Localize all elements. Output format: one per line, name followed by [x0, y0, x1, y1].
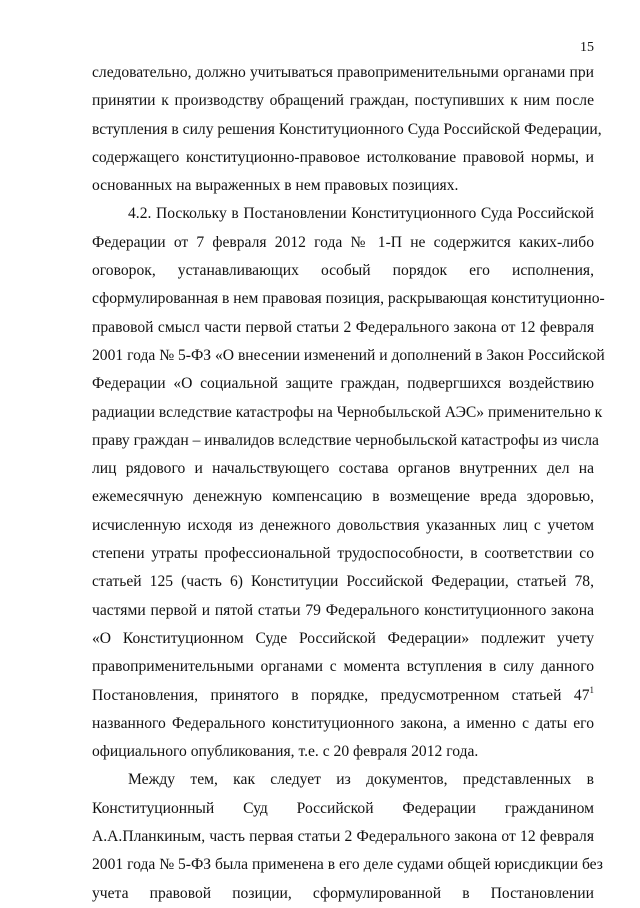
text-line: степени утраты профессиональной трудоспособности, в соответствии со: [92, 545, 594, 563]
text-line: правовой смысл части первой статьи 2 Федерального закона от 12 февраля: [92, 318, 594, 336]
superscript: 1: [589, 684, 594, 695]
text-line: 2001 года № 5-ФЗ «О внесении изменений и дополнений в Закон Российской: [92, 346, 605, 364]
text-line: названного Федерального конституционного закона, а именно с даты его: [92, 714, 594, 732]
text-line: вступления в силу решения Конституционного Суда Российской Федерации,: [92, 120, 602, 138]
text-line: А.А.Планкиным, часть первая статьи 2 Федерального закона от 12 февраля: [92, 828, 594, 846]
text-line: частями первой и пятой статьи 79 Федерального конституционного закона: [92, 601, 594, 619]
text-line: Федерации «О социальной защите граждан, подвергшихся воздействию: [92, 375, 594, 393]
text-line-content: Постановления, принятого в порядке, предусмотренном статьей 47: [92, 686, 590, 704]
text-line: основанных на выраженных в нем правовых позициях.: [92, 177, 459, 195]
text-line: ежемесячную денежную компенсацию в возмещение вреда здоровью,: [92, 488, 594, 506]
text-line: официального опубликования, т.е. с 20 февраля 2012 года.: [92, 743, 479, 761]
text-line: содержащего конституционно-правовое истолкование правовой нормы, и: [92, 148, 594, 166]
text-line: следовательно, должно учитываться правоприменительными органами при: [92, 64, 594, 81]
text-line: Федерации от 7 февраля 2012 года № 1-П не содержится каких-либо: [92, 233, 594, 251]
text-line: правоприменительными органами с момента вступления в силу данного: [92, 658, 594, 676]
text-line: оговорок, устанавливающих особый порядок его исполнения,: [92, 262, 594, 280]
paragraph-start-line: 4.2. Поскольку в Постановлении Конституционного Суда Российской: [128, 205, 594, 223]
page-number: 15: [580, 40, 594, 55]
text-line: сформулированная в нем правовая позиция, раскрывающая конституционно-: [92, 290, 605, 308]
text-line: 2001 года № 5-ФЗ была применена в его деле судами общей юрисдикции без: [92, 856, 603, 874]
text-line: лиц рядового и начальствующего состава органов внутренних дел на: [92, 460, 594, 478]
text-line: радиации вследствие катастрофы на Чернобыльской АЭС» применительно к: [92, 403, 603, 421]
text-line: исчисленную исходя из денежного довольствия указанных лиц с учетом: [92, 516, 594, 534]
text-line: учета правовой позиции, сформулированной в Постановлении: [92, 884, 594, 902]
paragraph-start-line: Между тем, как следует из документов, представленных в: [128, 771, 594, 789]
text-line: «О Конституционном Суде Российской Федерации» подлежит учету: [92, 629, 594, 647]
body-text: [92, 59, 605, 908]
text-line-with-superscript: [92, 682, 594, 710]
text-line: праву граждан – инвалидов вследствие чернобыльской катастрофы из числа: [92, 431, 599, 449]
text-line: статьей 125 (часть 6) Конституции Российской Федерации, статьей 78,: [92, 573, 594, 591]
text-line: Конституционный Суд Российской Федерации гражданином: [92, 799, 594, 817]
text-line: принятии к производству обращений граждан, поступивших к ним после: [92, 92, 594, 110]
